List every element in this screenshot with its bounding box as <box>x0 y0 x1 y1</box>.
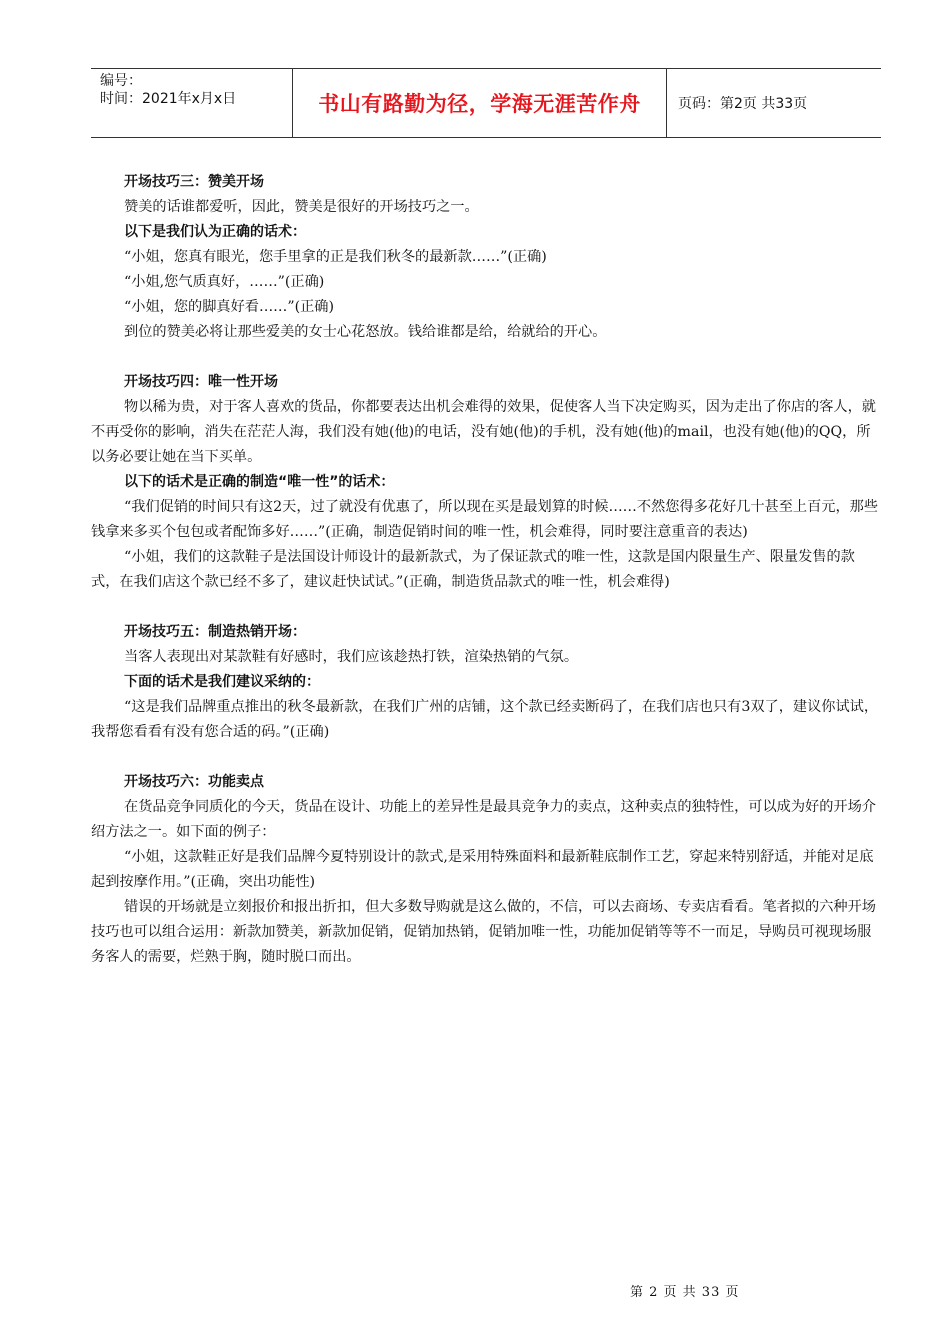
section-spacer <box>91 595 883 620</box>
section-spacer <box>91 345 883 370</box>
paragraph: “小姐，您的脚真好看……”(正确) <box>124 299 335 315</box>
page-footer: 第 2 页 共 33 页 <box>630 1285 740 1300</box>
paragraph: 到位的赞美必将让那些爱美的女士心花怒放。钱给谁都是给，给就给的开心。 <box>124 324 607 340</box>
paragraph: “小姐,您气质真好，……”(正确) <box>124 274 325 290</box>
paragraph: 物以稀为贵，对于客人喜欢的货品，你都要表达出机会难得的效果，促使客人当下决定购买，因为走出了你店的客人，就不再受你的影响，消失在茫茫人海，我们没有她(他)的电话，没有她(他)的手机，没有她(他)的mail，也没有她(他)的QQ，所以务必要让她在当下买单。 <box>91 399 876 465</box>
paragraph: “小姐，您真有眼光，您手里拿的正是我们秋冬的最新款……”(正确) <box>124 249 547 265</box>
section-title: 开场技巧五：制造热销开场： <box>124 624 306 640</box>
document-time-label: 时间：2021年x月x日 <box>100 91 237 107</box>
section-title: 开场技巧三：赞美开场 <box>124 174 264 190</box>
paragraph: “小姐，我们的这款鞋子是法国设计师设计的最新款式，为了保证款式的唯一性，这款是国内限量生产、限量发售的款式，在我们店这个款已经不多了，建议赶快试试。”(正确，制造货品款式的唯一性，机会难得) <box>91 549 855 590</box>
section-title: 开场技巧四：唯一性开场 <box>124 374 278 390</box>
section-spacer <box>91 745 883 770</box>
paragraph: “这是我们品牌重点推出的秋冬最新款，在我们广州的店铺，这个款已经卖断码了，在我们店也只有3双了，建议你试试，我帮您看看有没有您合适的码。”(正确) <box>91 699 879 740</box>
subheading: 以下是我们认为正确的话术： <box>124 224 306 240</box>
paragraph: 在货品竞争同质化的今天，货品在设计、功能上的差异性是最具竞争力的卖点，这种卖点的独特性，可以成为好的开场介绍方法之一。如下面的例子： <box>91 799 876 840</box>
header-motto: 书山有路勤为径，学海无涯苦作舟 <box>293 69 667 137</box>
paragraph: “小姐，这款鞋正好是我们品牌今夏特别设计的款式,是采用特殊面料和最新鞋底制作工艺，穿起来特别舒适，并能对足底起到按摩作用。”(正确，突出功能性) <box>91 849 874 890</box>
document-body <box>91 170 883 970</box>
document-header <box>91 68 881 138</box>
subheading: 以下的话术是正确的制造“唯一性”的话术： <box>124 474 395 490</box>
paragraph: 当客人表现出对某款鞋有好感时，我们应该趁热打铁，渲染热销的气氛。 <box>124 649 579 665</box>
header-page-label: 页码：第2页 共33页 <box>678 96 808 112</box>
document-number-label: 编号： <box>100 73 142 89</box>
paragraph: “我们促销的时间只有这2天，过了就没有优惠了，所以现在买是最划算的时候……不然您得多花好几十甚至上百元，那些钱拿来多买个包包或者配饰多好……”(正确，制造促销时间的唯一性，机会难得，同时要注意重音的表达) <box>91 499 879 540</box>
paragraph: 错误的开场就是立刻报价和报出折扣，但大多数导购就是这么做的，不信，可以去商场、专卖店看看。笔者拟的六种开场技巧也可以组合运用：新款加赞美，新款加促销，促销加热销，促销加唯一性，功能加促销等等不一而足，导购员可视现场服务客人的需要，烂熟于胸，随时脱口而出。 <box>91 899 876 965</box>
subheading: 下面的话术是我们建议采纳的： <box>124 674 320 690</box>
section-title: 开场技巧六：功能卖点 <box>124 774 264 790</box>
paragraph: 赞美的话谁都爱听，因此，赞美是很好的开场技巧之一。 <box>124 199 479 215</box>
header-meta <box>91 69 293 137</box>
